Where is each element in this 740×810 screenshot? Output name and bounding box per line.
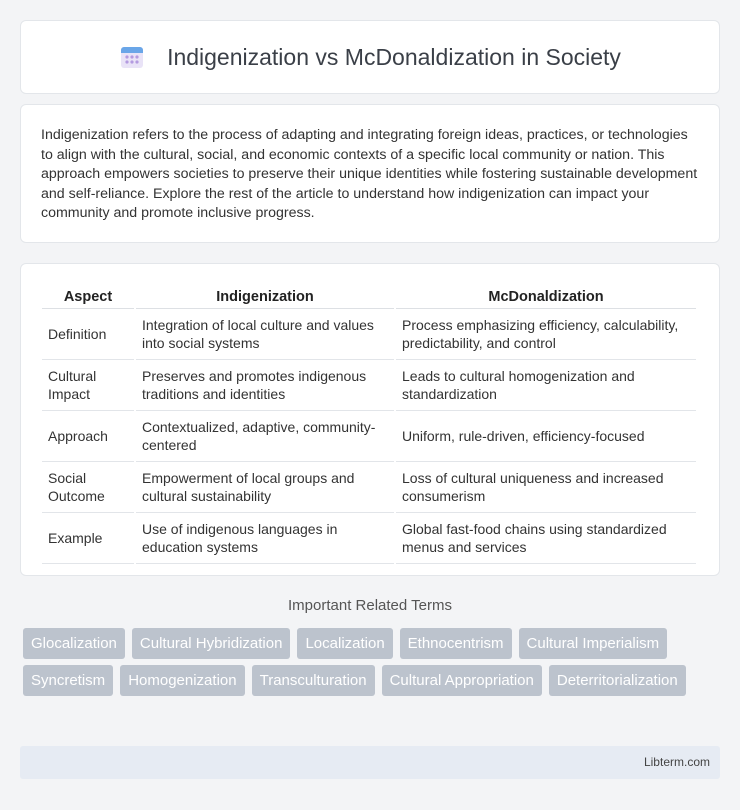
table-cell-mcdonaldization: Uniform, rule-driven, efficiency-focused [396,411,696,462]
table-row [42,360,696,411]
table-cell-indigenization: Use of indigenous languages in education systems [136,513,394,564]
related-term-tag[interactable]: Localization [297,628,392,659]
table-cell-mcdonaldization: Global fast-food chains using standardized menus and services [396,513,696,564]
table-cell-mcdonaldization: Leads to cultural homogenization and standardization [396,360,696,411]
column-header-indigenization: Indigenization [136,284,394,309]
related-terms-list [23,628,723,702]
table-cell-indigenization: Contextualized, adaptive, community-centered [136,411,394,462]
related-term-tag[interactable]: Ethnocentrism [400,628,512,659]
intro-card [20,104,720,243]
related-term-tag[interactable]: Glocalization [23,628,125,659]
related-term-tag[interactable]: Deterritorialization [549,665,686,696]
comparison-table-card [20,263,720,576]
table-row [42,309,696,360]
table-cell-aspect: Cultural Impact [42,360,134,411]
related-term-tag[interactable]: Homogenization [120,665,244,696]
table-cell-mcdonaldization: Process emphasizing efficiency, calculability, predictability, and control [396,309,696,360]
related-term-tag[interactable]: Cultural Hybridization [132,628,291,659]
related-term-tag[interactable]: Cultural Appropriation [382,665,542,696]
header-card [20,20,720,94]
table-cell-indigenization: Preserves and promotes indigenous traditions and identities [136,360,394,411]
comparison-table [40,284,698,564]
table-header-row [42,284,696,309]
table-cell-aspect: Social Outcome [42,462,134,513]
table-cell-aspect: Example [42,513,134,564]
table-cell-aspect: Approach [42,411,134,462]
page-title: Indigenization vs McDonaldization in Society [167,43,621,70]
table-cell-aspect: Definition [42,309,134,360]
related-term-tag[interactable]: Cultural Imperialism [519,628,668,659]
intro-paragraph: Indigenization refers to the process of adapting and integrating foreign ideas, practices, or technologies to align with the cultural, social, and economic contexts of a specific local community or nation. This approach empowers societies to preserve their unique identities while fostering sustainable development and self-reliance. Explore the rest of the article to understand how indigenization can impact your community and promote inclusive progress. [41,127,698,222]
column-header-aspect: Aspect [42,284,134,309]
table-cell-indigenization: Empowerment of local groups and cultural sustainability [136,462,394,513]
footer-site-link[interactable]: Libterm.com [643,755,710,769]
related-terms-heading: Important Related Terms [288,597,452,614]
table-row [42,462,696,513]
table-row [42,513,696,564]
table-cell-indigenization: Integration of local culture and values into social systems [136,309,394,360]
related-term-tag[interactable]: Syncretism [23,665,113,696]
table-row [42,411,696,462]
table-cell-mcdonaldization: Loss of cultural uniqueness and increased consumerism [396,462,696,513]
related-term-tag[interactable]: Transculturation [252,665,375,696]
footer-bar [20,746,720,779]
calendar-icon [119,44,145,70]
column-header-mcdonaldization: McDonaldization [396,284,696,309]
